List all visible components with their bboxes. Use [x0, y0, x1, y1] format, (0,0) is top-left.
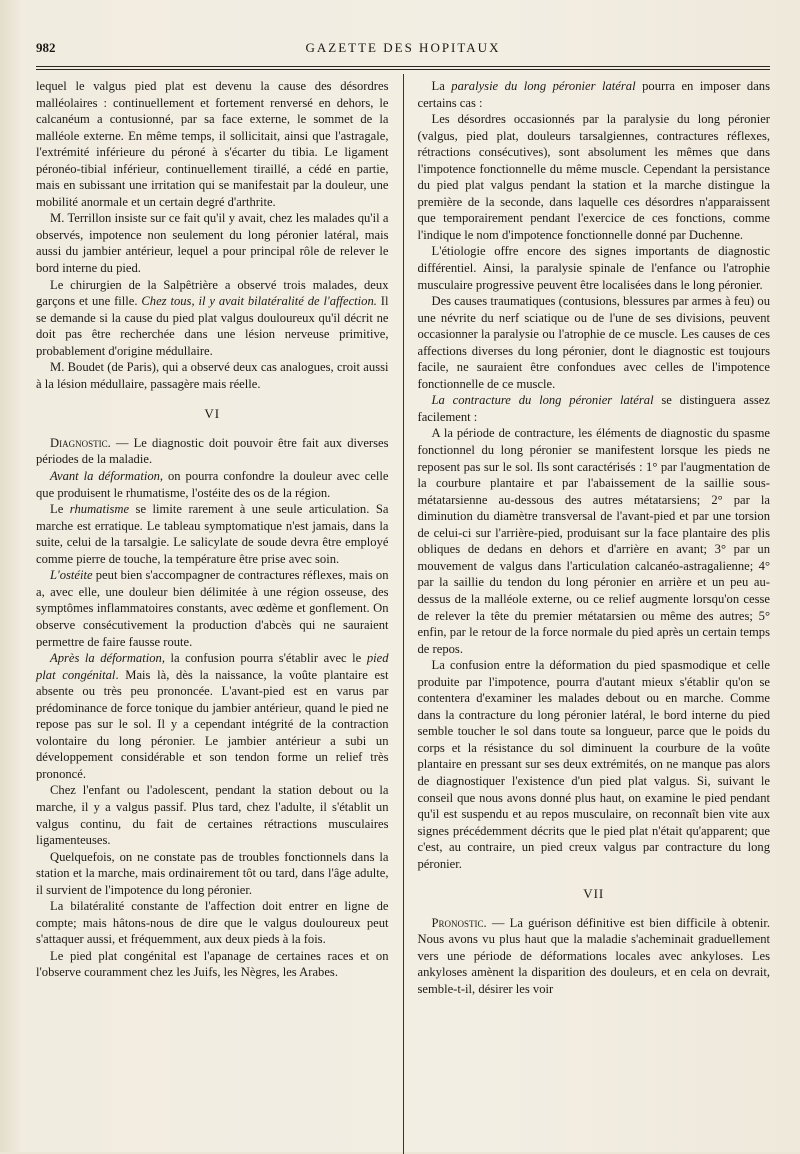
- page-number: 982: [36, 40, 56, 55]
- paragraph: Après la déformation, la confusion pourra s'établir avec le pied plat congénital. Mais là, dès la naissance, la voûte plantaire est absente ou très peu prononcée. L'avant-pied est en varus par prédominance de force tonique du jambier antérieur, quand le pied ne repose pas sur le sol. Il y a cependant intégrité de la contraction volontaire du long péronier. Le jambier antérieur a subi un développement considérable et son tendon forme un relief très prononcé.: [36, 651, 389, 781]
- right-column: [418, 78, 771, 1154]
- paragraph: Pronostic. — La guérison définitive est bien difficile à obtenir. Nous avons vu plus haut que la maladie s'acheminait graduellement vers une période de déformations locales avec ankyloses. Les ankyloses amènent la disparition des douleurs, et en cela on devrait, semble-t-il, désirer les voir: [417, 915, 770, 996]
- paragraph: La bilatéralité constante de l'affection doit entrer en ligne de compte; mais hâtons-nous de dire que le valgus douloureux peut s'attaquer aussi, et fréquemment, aux deux pieds à la fois.: [36, 899, 389, 947]
- two-column-body: [36, 78, 770, 1154]
- paragraph: La contracture du long péronier latéral se distinguera assez facilement :: [417, 393, 770, 424]
- header-rule: [36, 66, 770, 70]
- subsection-label: Diagnostic.: [50, 435, 111, 450]
- paragraph: Chez l'enfant ou l'adolescent, pendant la station debout ou la marche, il y a valgus passif. Plus tard, chez l'adulte, il s'établit un valgus continu, du fait de certaines rétractions musculaires ligamenteuses.: [36, 783, 389, 848]
- paragraph: A la période de contracture, les éléments de diagnostic du spasme fonctionnel du long péronier se manifestent lorsque les pieds ne reposent pas sur le sol. Ils sont caractérisés : 1° par l'augmentation de la courbure plantaire et par l'abaissement de la saillie sous-métatarsienne au-dessous des autres métatarsiens; 2° par la diminution du diamètre transversal de l'avant-pied et par une torsion de celui-ci sur l'arrière-pied, produisant sur la face plantaire des plis obliques de dedans en dehors et d'arrière en avant; 3° par un mouvement de valgus dans l'articulation calcanéo-astragalienne; 4° par la saillie du tendon du long péronier en arrière et un peu au-dessus de la malléole externe, ou ce relief augmente lorsqu'on cesse de relever la tête du premier métatarsien ou même des autres; 5° enfin, par le retour de la force normale du pied après un certain temps de repos.: [417, 426, 770, 656]
- section-heading: VI: [204, 406, 221, 422]
- section-heading: VII: [583, 886, 605, 902]
- paragraph: Les désordres occasionnés par la paralysie du long péronier (valgus, pied plat, douleurs tarsalgiennes, contractures réflexes, rétractions consécutives), sont absolument les mêmes que dans l'impotence fonctionnelle du même muscle. Cependant la persistance du pied plat valgus pendant la station et la marche distingue la première de la seconde, dans laquelle ces désordres n'apparaissent que temporairement pendant l'exercice de ces fonctions, comme l'indique le nom d'impotence fonctionnelle donné par Duchenne.: [417, 112, 770, 242]
- paragraph: Le pied plat congénital est l'apanage de certaines races et on l'observe couramment chez les Juifs, les Nègres, les Arabes.: [36, 948, 389, 980]
- paragraph: La paralysie du long péronier latéral pourra en imposer dans certains cas :: [417, 79, 770, 110]
- paragraph: Des causes traumatiques (contusions, blessures par armes à feu) ou une névrite du nerf sciatique ou de l'une de ses divisions, peuvent occasionner la paralysie ou l'atrophie de ce muscle. Les causes de ces affections diverses du long péronier, dont le diagnostic est toujours facile, ne sauraient être confondues avec celles de l'impotence fonctionnelle de ce muscle.: [417, 294, 770, 391]
- paragraph: Quelquefois, on ne constate pas de troubles fonctionnels dans la station et la marche, mais ordinairement tôt ou tard, dans l'âge adulte, il survient de l'impotence du long péronier.: [36, 849, 389, 897]
- paragraph: M. Boudet (de Paris), qui a observé deux cas analogues, croit aussi à la lésion médullaire, passagère mais réelle.: [36, 360, 389, 391]
- column-divider: [403, 74, 404, 1154]
- journal-title: GAZETTE DES HOPITAUX: [305, 40, 501, 55]
- paragraph: L'étiologie offre encore des signes importants de diagnostic différentiel. Ainsi, la paralysie spinale de l'enfance ou l'atrophie musculaire progressive peuvent être localisées dans le long péronier.: [417, 244, 770, 292]
- paragraph: Le chirurgien de la Salpêtrière a observé trois malades, deux garçons et une fille. Chez tous, il y avait bilatéralité de l'affection. Il se demande si la cause du pied plat valgus douloureux qu'il décrit ne doit pas être recherchée dans une lésion nerveuse primitive, probablement d'origine médullaire.: [36, 277, 389, 358]
- page-header: [36, 40, 770, 64]
- paragraph: Avant la déformation, on pourra confondre la douleur avec celle que produisent le rhumatisme, l'ostéite des os de la région.: [36, 469, 389, 500]
- subsection-label: Pronostic.: [431, 915, 487, 930]
- paragraph: Diagnostic. — Le diagnostic doit pouvoir être fait aux diverses périodes de la maladie.: [36, 435, 389, 467]
- paragraph: M. Terrillon insiste sur ce fait qu'il y avait, chez les malades qu'il a observés, impotence non seulement du long péronier latéral, mais aussi du jambier antérieur, lequel a pour principal rôle de relever le bord interne du pied.: [36, 211, 389, 276]
- paragraph: lequel le valgus pied plat est devenu la cause des désordres malléolaires : continuellement et fortement renversé en dehors, le calcanéum a contusionné, par sa face externe, le sommet de la malléole externe. En même temps, il sollicitait, ainsi que l'astragale, l'extrémité inférieure du péroné à s'écarter du tibia. Le ligament péronéo-tibial inférieur, continuellement tiraillé, a cédé en partie, mais en subissant une irritation qui se manifestait par la douleur, une mobilité anormale et un certain degré d'arthrite.: [36, 79, 389, 209]
- paragraph: Le rhumatisme se limite rarement à une seule articulation. Sa marche est erratique. Le tableau symptomatique n'est jamais, dans la suite, celui de la tarsalgie. Le salicylate de soude devra être employé comme pierre de touche, la température être prise avec soin.: [36, 502, 389, 566]
- paragraph: L'ostéite peut bien s'accompagner de contractures réflexes, mais on a, avec elle, une douleur bien délimitée à une région osseuse, des symptômes inflammatoires constants, avec œdème et gonflement. On observe consécutivement la production d'abcès qui ne sauraient permettre de faire fausse route.: [36, 568, 389, 649]
- paragraph: La confusion entre la déformation du pied spasmodique et celle produite par l'impotence, pourra d'autant mieux s'établir qu'on se contentera d'examiner les malades debout ou en marche. Comme dans la contracture du long péronier latéral, le bord interne du pied semble toucher le sol dans toute sa longueur, parce que le poids du corps et la résistance du sol diminuent la courbure de la voûte plantaire en pressant sur ses deux extrémités, on ne manque pas alors de diagnostiquer l'existence d'un pied plat valgus. Si, suivant le conseil que nous avons donné plus haut, on examine le pied pendant qu'il est suspendu et au repos musculaire, on reconnaît bien vite aux signes précédemment décrits que le pied plat n'était qu'apparent; que c'est, au contraire, un pied creux valgus par contracture du long péronier.: [417, 658, 770, 871]
- left-column: [36, 78, 389, 1154]
